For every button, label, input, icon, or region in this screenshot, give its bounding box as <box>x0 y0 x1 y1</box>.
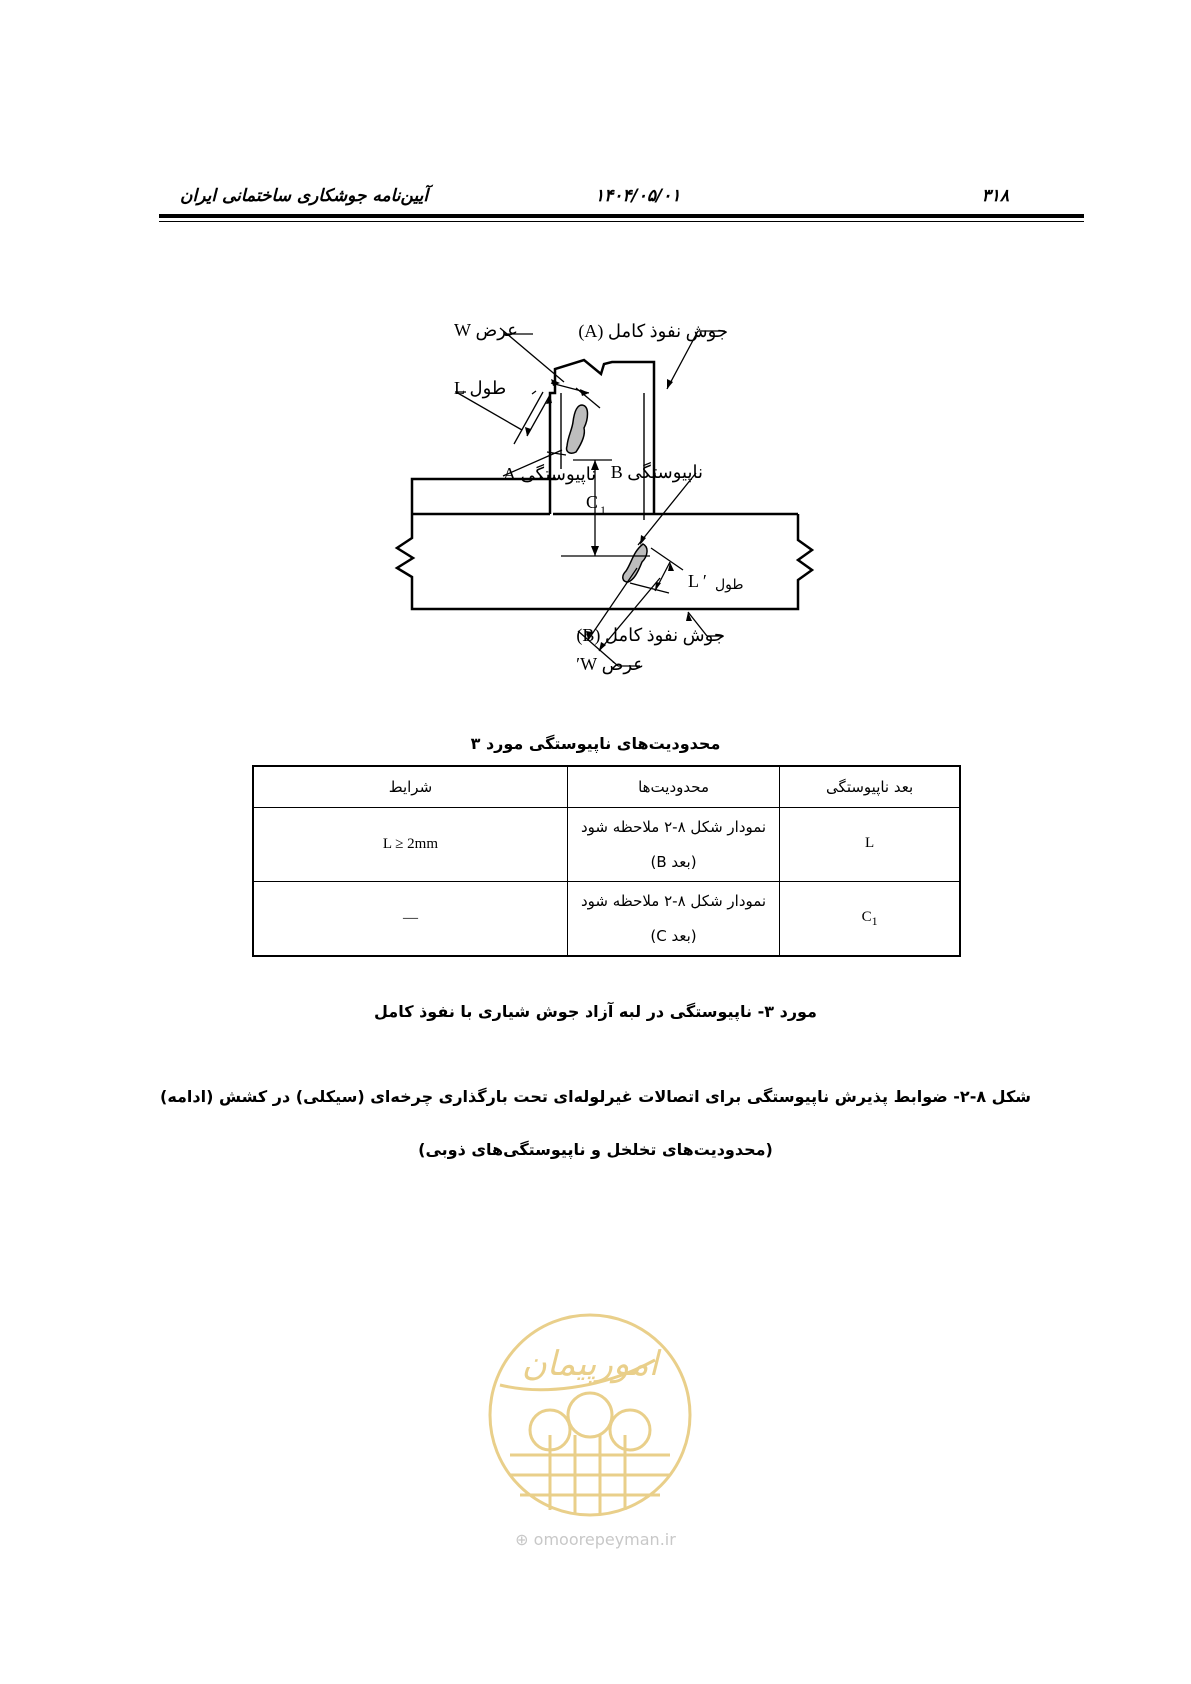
cell-condition: — <box>253 882 567 957</box>
watermark-logo-text: امورپیمان <box>521 1344 659 1384</box>
discontinuity-a-shape <box>567 405 588 453</box>
cell-limits: نمودار شکل ۸-۲ ملاحظه شود (بعد C) <box>567 882 779 957</box>
label-discontinuity-b: ناپیوستگی B <box>610 462 703 482</box>
cell-dimension: L <box>780 808 960 882</box>
label-weld-b: جوش نفوذ کامل (B) <box>576 625 725 645</box>
table-row <box>253 882 960 957</box>
label-c1: C <box>586 492 599 512</box>
running-header-title: آیین‌نامه جوشکاری ساختمانی ایران <box>180 186 429 206</box>
table-header-row <box>253 766 960 808</box>
label-discontinuity-a: ناپیوستگی A <box>503 464 597 484</box>
flange-outline <box>397 479 812 609</box>
weld-discontinuity-diagram <box>0 0 1191 700</box>
label-length-prime-symbol: L ′ <box>688 571 707 591</box>
cell-limits: نمودار شکل ۸-۲ ملاحظه شود (بعد B) <box>567 808 779 882</box>
web-outline <box>550 360 654 514</box>
label-length-prime: طول <box>715 577 744 593</box>
header-conditions: شرایط <box>253 766 567 808</box>
watermark-logo <box>480 1305 700 1525</box>
label-c1-subscript: 1 <box>600 503 606 517</box>
page-number: ۳۱۸ <box>981 186 1009 206</box>
table-caption: محدودیت‌های ناپیوستگی مورد ۳ <box>470 734 721 753</box>
label-length: طول L <box>454 378 507 398</box>
cell-dimension: $C_1$ <box>780 882 960 957</box>
figure-subcaption: (محدودیت‌های تخلخل و ناپیوستگی‌های ذوبی) <box>418 1140 773 1159</box>
label-weld-a: جوش نفوذ کامل (A) <box>578 321 728 341</box>
header-limits: محدودیت‌ها <box>567 766 779 808</box>
cell-condition: L ≥ 2mm <box>253 808 567 882</box>
header-dimension: بعد ناپیوستگی <box>780 766 960 808</box>
watermark-site: ⊕ omoorepeyman.ir <box>515 1530 676 1549</box>
case-caption: مورد ۳- ناپیوستگی در لبه آزاد جوش شیاری با نفوذ کامل <box>374 1002 817 1021</box>
running-header-date: ۱۴۰۴/۰۵/۰۱ <box>595 186 681 206</box>
figure-caption: شکل ۸-۲- ضوابط پذیرش ناپیوستگی برای اتصالات غیرلوله‌ای تحت بارگذاری چرخه‌ای (سیکلی) در کشش (ادامه) <box>160 1087 1031 1106</box>
label-width-prime: عرض W′ <box>576 654 644 674</box>
discontinuity-limits-table <box>252 765 961 957</box>
discontinuity-b-shape <box>623 544 647 582</box>
label-width: عرض W <box>454 320 518 340</box>
table-row <box>253 808 960 882</box>
